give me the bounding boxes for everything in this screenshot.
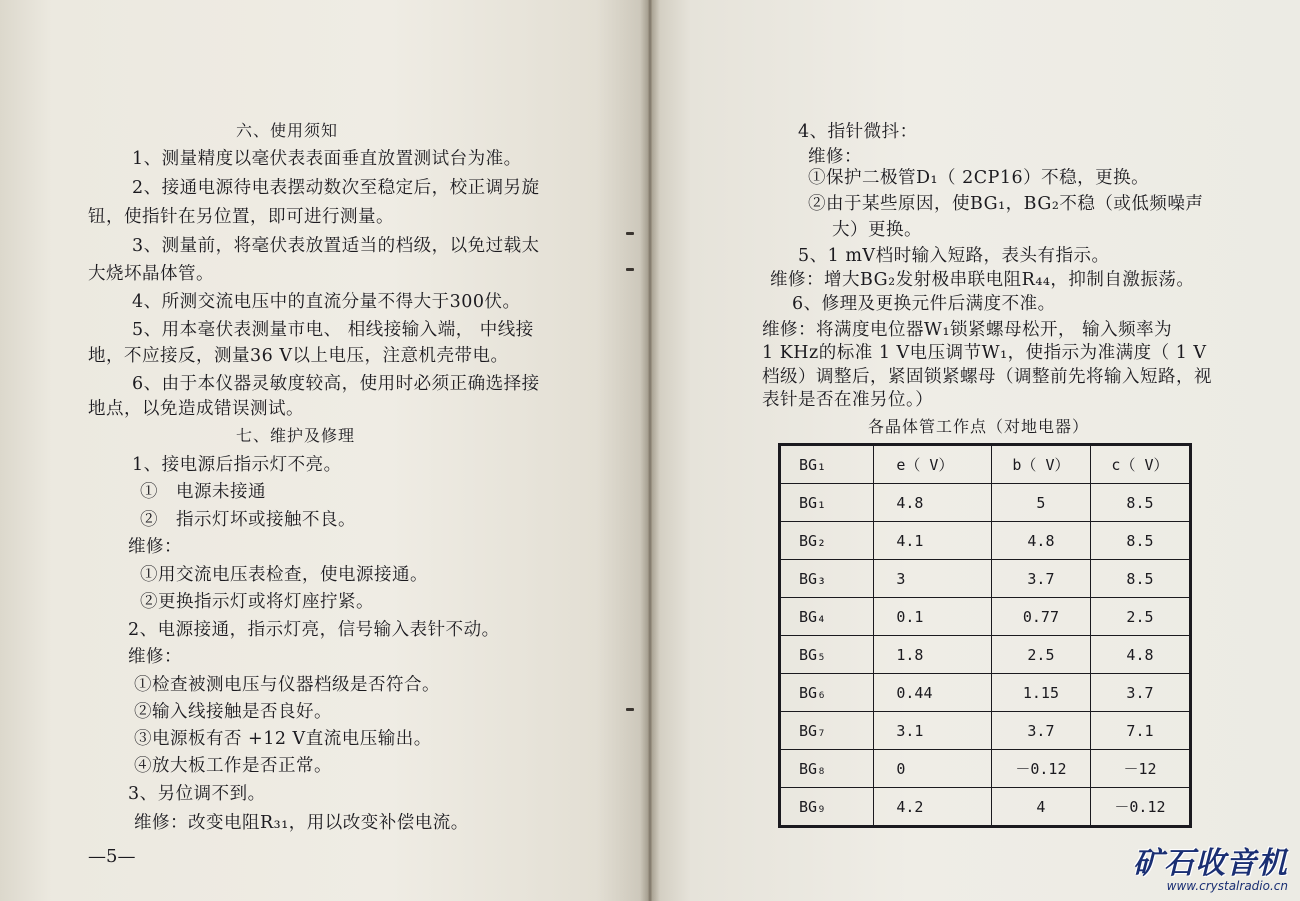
text-line: 大）更换。 <box>832 220 922 240</box>
table-cell: 2.5 <box>1090 598 1190 636</box>
table-cell: 3.1 <box>874 712 992 750</box>
text-line: 维修： <box>128 537 182 557</box>
table-cell: BG₁ <box>780 484 874 522</box>
table-cell: 0.44 <box>874 674 992 712</box>
text-line: 维修：增大BG₂发射极串联电阻R₄₄，抑制自激振荡。 <box>770 270 1195 290</box>
table-row <box>780 636 1191 674</box>
text-line: 1 KHz的标准 1 V电压调节W₁，使指示为准满度（ 1 V <box>762 343 1207 363</box>
table-row <box>780 750 1191 788</box>
text-line: 表针是否在准另位。） <box>762 390 934 410</box>
header-cell: c（ V） <box>1090 445 1190 484</box>
text-line: ①检查被测电压与仪器档级是否符合。 <box>134 675 440 695</box>
table-cell: 3.7 <box>991 712 1090 750</box>
table-cell: 3.7 <box>991 560 1090 598</box>
watermark-brand: 矿石收音机 <box>1133 846 1288 881</box>
staple-mark <box>626 268 634 271</box>
table-cell: BG₇ <box>780 712 874 750</box>
table-cell: BG₂ <box>780 522 874 560</box>
text-line: 地点，以免造成错误测试。 <box>88 399 304 419</box>
table-cell: －0.12 <box>1090 788 1190 827</box>
text-line: 2、接通电源待电表摆动数次至稳定后，校正调另旋 <box>132 178 540 198</box>
table-cell: 3.7 <box>1090 674 1190 712</box>
text-line: ②由于某些原因，使BG₁，BG₂不稳（或低频噪声 <box>808 194 1204 214</box>
staple-mark <box>626 708 634 711</box>
table-cell: 1.15 <box>991 674 1090 712</box>
text-line: 4、指针微抖： <box>798 122 918 142</box>
table-cell: 4.1 <box>874 522 992 560</box>
table-row <box>780 560 1191 598</box>
text-line: 6、由于本仪器灵敏度较高，使用时必须正确选择接 <box>132 374 540 394</box>
text-line: ②更换指示灯或将灯座拧紧。 <box>140 592 374 612</box>
table-cell: 4 <box>991 788 1090 827</box>
text-line: 地，不应接反，测量36 V以上电压，注意机壳带电。 <box>88 346 509 366</box>
text-line: ①保护二极管D₁（ 2CP16）不稳，更换。 <box>808 168 1150 188</box>
table-cell: －0.12 <box>991 750 1090 788</box>
table-cell: BG₆ <box>780 674 874 712</box>
table-cell: 4.8 <box>991 522 1090 560</box>
left-page <box>0 0 648 901</box>
staple-mark <box>626 232 634 235</box>
table-cell: 8.5 <box>1090 484 1190 522</box>
table-cell: 7.1 <box>1090 712 1190 750</box>
text-line: 维修：将满度电位器W₁锁紧螺母松开， 输入频率为 <box>762 320 1173 340</box>
text-line: ①用交流电压表检查，使电源接通。 <box>140 565 428 585</box>
table-cell: BG₈ <box>780 750 874 788</box>
table-cell: 1.8 <box>874 636 992 674</box>
text-line: ②输入线接触是否良好。 <box>134 702 332 722</box>
table-cell: 8.5 <box>1090 560 1190 598</box>
table-cell: 2.5 <box>991 636 1090 674</box>
section-heading-usage: 六、使用须知 <box>236 121 339 140</box>
table-cell: 0.77 <box>991 598 1090 636</box>
header-cell: BG₁ <box>780 445 874 484</box>
table-title: 各晶体管工作点（对地电器） <box>868 417 1090 436</box>
header-cell: b（ V） <box>991 445 1090 484</box>
text-line: 6、修理及更换元件后满度不准。 <box>792 294 1056 314</box>
table-cell: －12 <box>1090 750 1190 788</box>
text-line: 1、接电源后指示灯不亮。 <box>132 455 342 475</box>
table-header-row <box>780 445 1191 484</box>
table-row <box>780 598 1191 636</box>
text-line: 大烧坏晶体管。 <box>88 264 214 284</box>
table-row <box>780 522 1191 560</box>
text-line: 档级）调整后，紧固锁紧螺母（调整前先将输入短路，视 <box>762 367 1212 387</box>
text-line: 4、所测交流电压中的直流分量不得大于300伏。 <box>132 292 521 312</box>
page-number: —5— <box>88 846 136 867</box>
text-line: 1、测量精度以毫伏表表面垂直放置测试台为准。 <box>132 149 522 169</box>
table-row <box>780 712 1191 750</box>
table-row <box>780 788 1191 827</box>
text-line: 维修： <box>808 147 862 167</box>
text-line: 维修： <box>128 647 182 667</box>
table-cell: BG₅ <box>780 636 874 674</box>
text-line: 钮，使指针在另位置，即可进行测量。 <box>88 207 394 227</box>
transistor-operating-points-table <box>778 443 1192 828</box>
text-line: ① 电源未接通 <box>140 482 266 502</box>
table-cell: 3 <box>874 560 992 598</box>
table-cell: 4.8 <box>1090 636 1190 674</box>
text-line: 5、1 mV档时输入短路，表头有指示。 <box>798 246 1110 266</box>
table-cell: 0 <box>874 750 992 788</box>
text-line: ③电源板有否 +12 V直流电压输出。 <box>134 729 432 749</box>
table-cell: 5 <box>991 484 1090 522</box>
text-line: 2、电源接通，指示灯亮，信号输入表针不动。 <box>128 620 500 640</box>
text-line: 3、另位调不到。 <box>128 784 266 804</box>
table-row <box>780 674 1191 712</box>
bleed-through-text <box>100 118 113 137</box>
book-gutter <box>640 0 660 901</box>
text-line: 3、测量前，将毫伏表放置适当的档级，以免过载太 <box>132 236 540 256</box>
text-line: ② 指示灯坏或接触不良。 <box>140 510 356 530</box>
text-line: 维修：改变电阻R₃₁，用以改变补偿电流。 <box>134 813 469 833</box>
table-cell: 4.8 <box>874 484 992 522</box>
table-cell: BG₃ <box>780 560 874 598</box>
site-watermark-logo <box>1133 838 1288 893</box>
table-cell: BG₄ <box>780 598 874 636</box>
table-cell: 0.1 <box>874 598 992 636</box>
text-line: ④放大板工作是否正常。 <box>134 756 332 776</box>
header-cell: e（ V） <box>874 445 992 484</box>
section-heading-maintenance: 七、维护及修理 <box>236 426 356 445</box>
table-row <box>780 484 1191 522</box>
table-cell: BG₉ <box>780 788 874 827</box>
table-cell: 4.2 <box>874 788 992 827</box>
text-line: 5、用本毫伏表测量市电、 相线接输入端， 中线接 <box>132 320 534 340</box>
watermark-url: www.crystalradio.cn <box>1166 879 1288 893</box>
table-cell: 8.5 <box>1090 522 1190 560</box>
